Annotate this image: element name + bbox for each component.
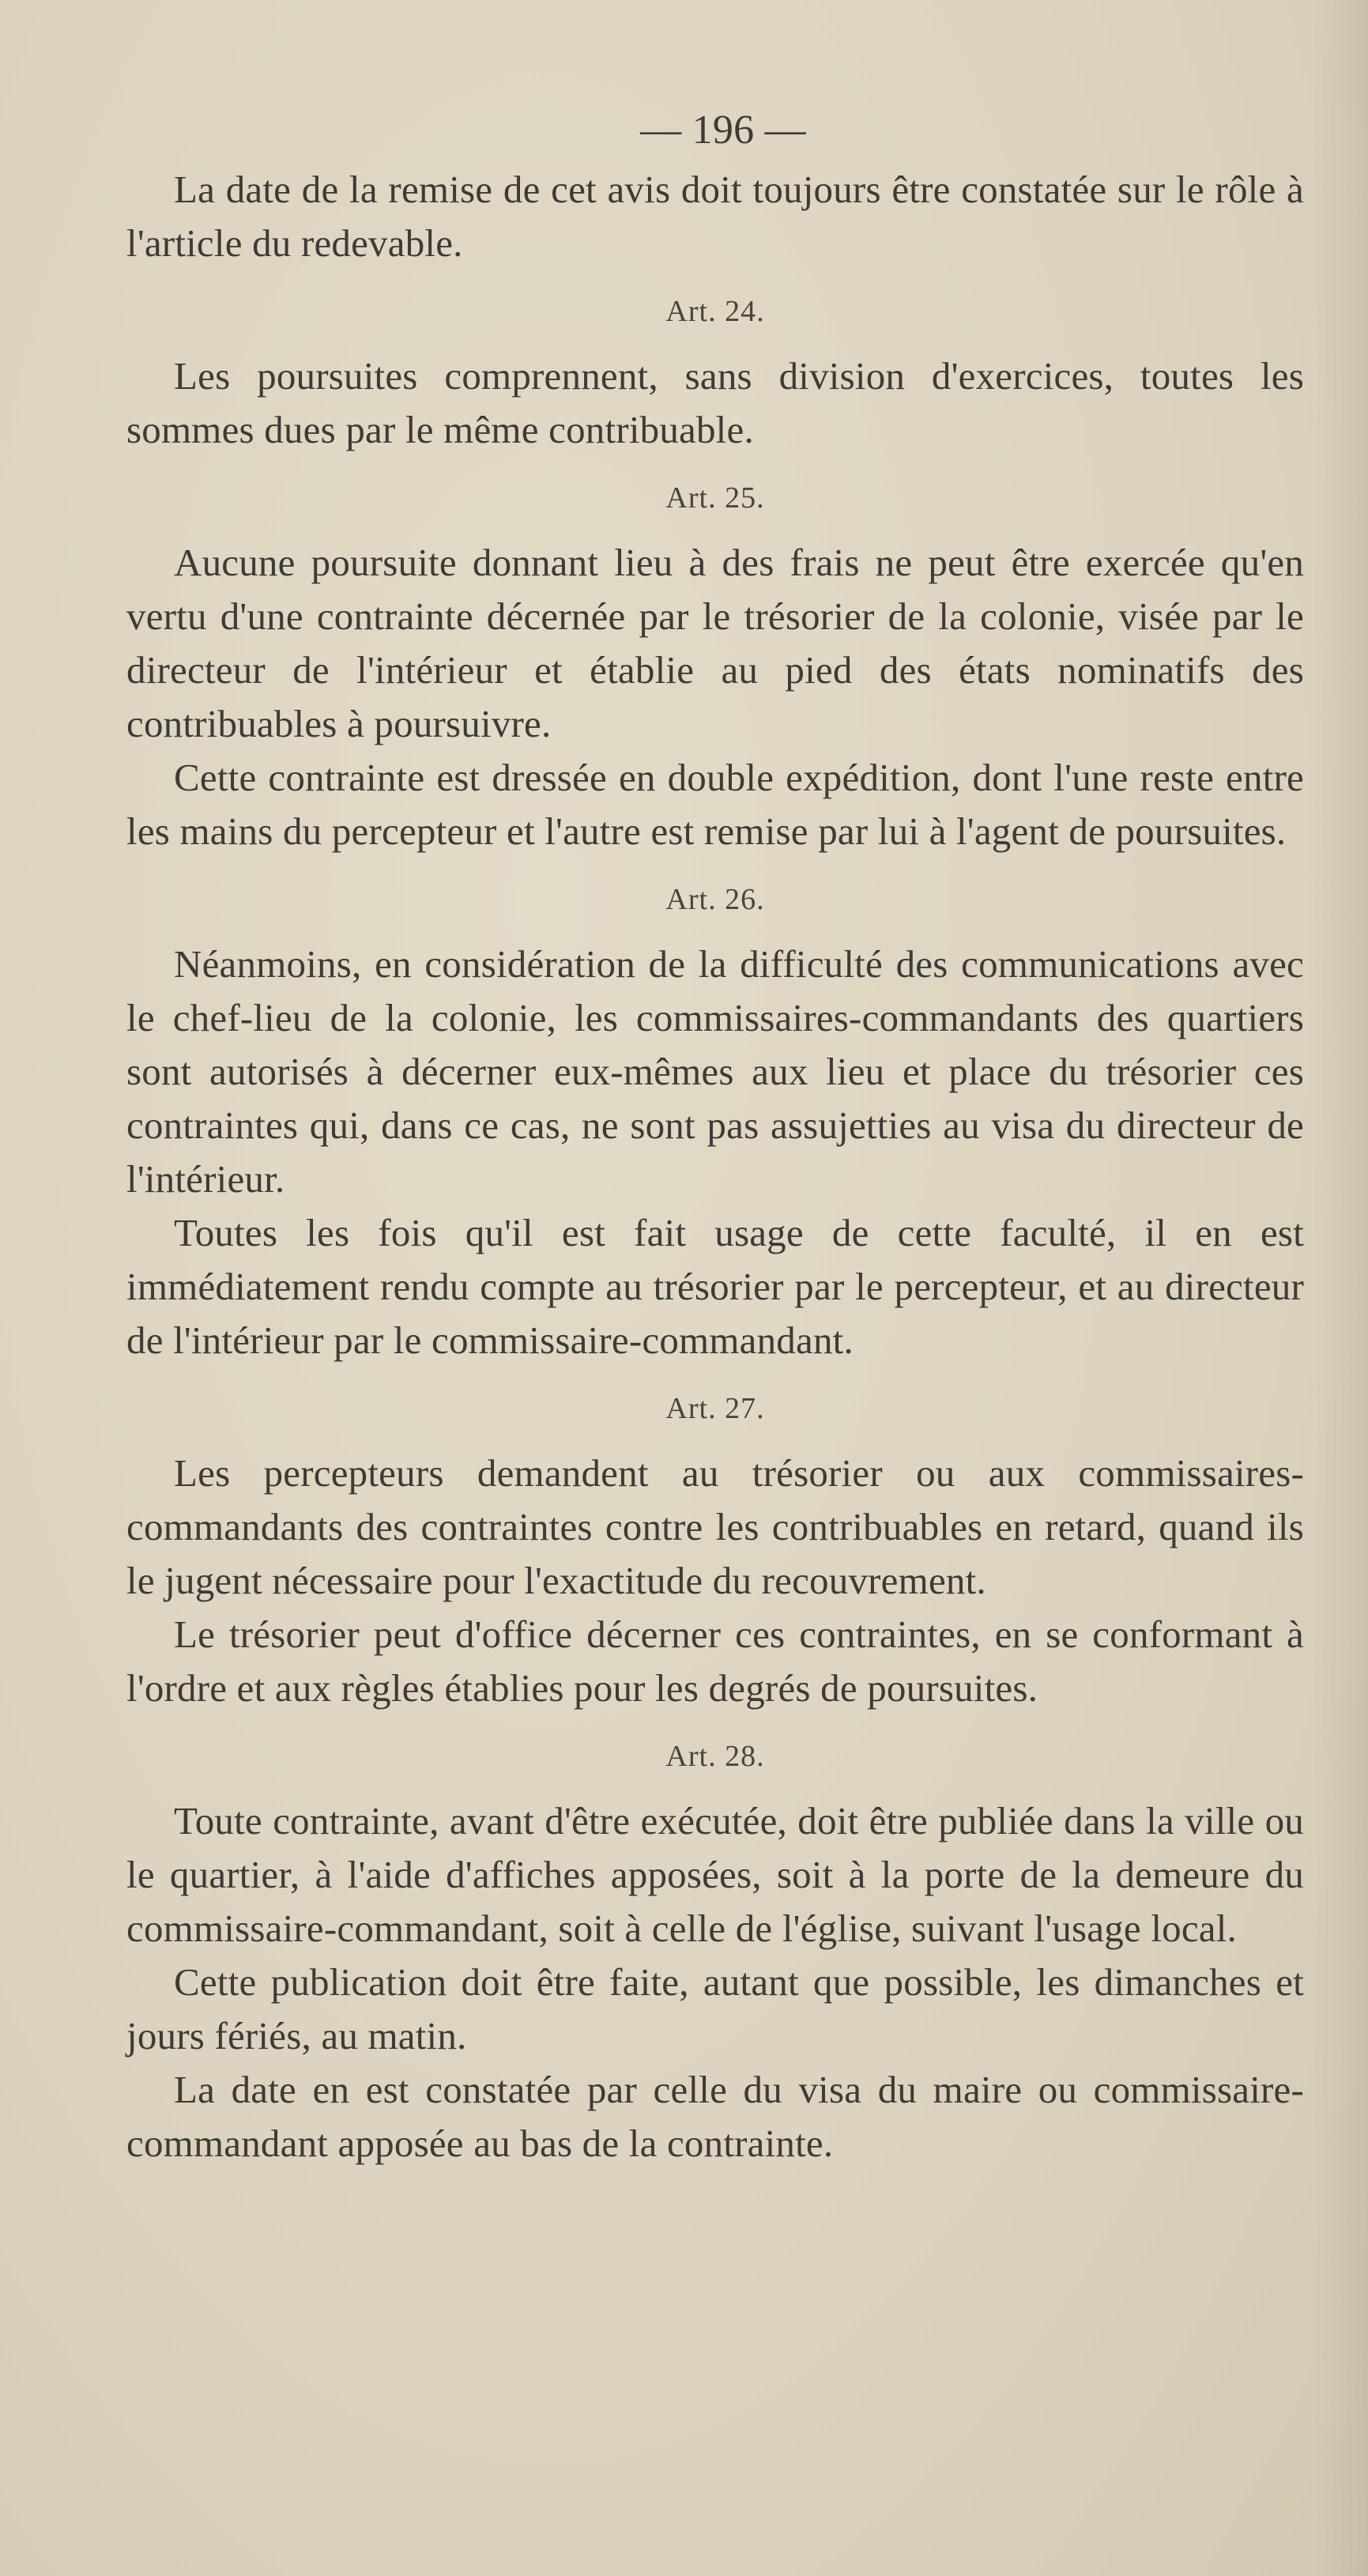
paragraph: Toute contrainte, avant d'être exécutée, doit être publiée dans la ville ou le quartier, à l'aide d'affiches apposées, soit à la porte de la demeure du commissaire-commandant, soit à celle de l'église, suivant l'usage local. — [126, 1799, 1304, 1950]
article-heading: Art. 25. — [665, 481, 765, 515]
paragraph: Néanmoins, en considération de la difficulté des communications avec le chef-lieu de la colonie, les commissaires-commandants des quartiers sont autorisés à décerner eux-mêmes aux lieu et place du trésorier ces contraintes qui, dans ce cas, ne sont pas assujetties au visa du directeur de l'intérieur. — [126, 942, 1304, 1201]
paragraph: La date en est constatée par celle du visa du maire ou commissaire-commandant apposée au bas de la contrainte. — [126, 2068, 1304, 2165]
article-heading: Art. 26. — [665, 883, 765, 916]
paragraph: Cette contrainte est dressée en double expédition, dont l'une reste entre les mains du percepteur et l'autre est remise par lui à l'agent de poursuites. — [126, 756, 1304, 853]
paragraph: Les percepteurs demandent au trésorier ou aux commissaires-commandants des contraintes contre les contribuables en retard, quand ils le jugent nécessaire pour l'exactitude du recouvrement. — [126, 1451, 1304, 1602]
paragraph: La date de la remise de cet avis doit toujours être constatée sur le rôle à l'article du redevable. — [126, 168, 1304, 265]
paragraph: Aucune poursuite donnant lieu à des frais ne peut être exercée qu'en vertu d'une contrainte décernée par le trésorier de la colonie, visée par le directeur de l'intérieur et établie au pied des états nominatifs des contribuables à poursuivre. — [126, 541, 1304, 745]
page-edge-shadow — [1313, 0, 1368, 2576]
paragraph: Le trésorier peut d'office décerner ces contraintes, en se conformant à l'ordre et aux règles établies pour les degrés de poursuites. — [126, 1612, 1304, 1710]
paragraph: Cette publication doit être faite, autant que possible, les dimanches et jours fériés, au matin. — [126, 1960, 1304, 2057]
article-heading: Art. 24. — [665, 295, 765, 328]
page-number: — 196 — — [640, 107, 806, 153]
page-content — [126, 103, 1304, 2171]
article-heading: Art. 28. — [665, 1740, 765, 1773]
paragraph: Les poursuites comprennent, sans division d'exercices, toutes les sommes dues par le même contribuable. — [126, 354, 1304, 451]
paragraph: Toutes les fois qu'il est fait usage de cette faculté, il en est immédiatement rendu compte au trésorier par le percepteur, et au directeur de l'intérieur par le commissaire-commandant. — [126, 1211, 1304, 1362]
article-heading: Art. 27. — [665, 1392, 765, 1425]
